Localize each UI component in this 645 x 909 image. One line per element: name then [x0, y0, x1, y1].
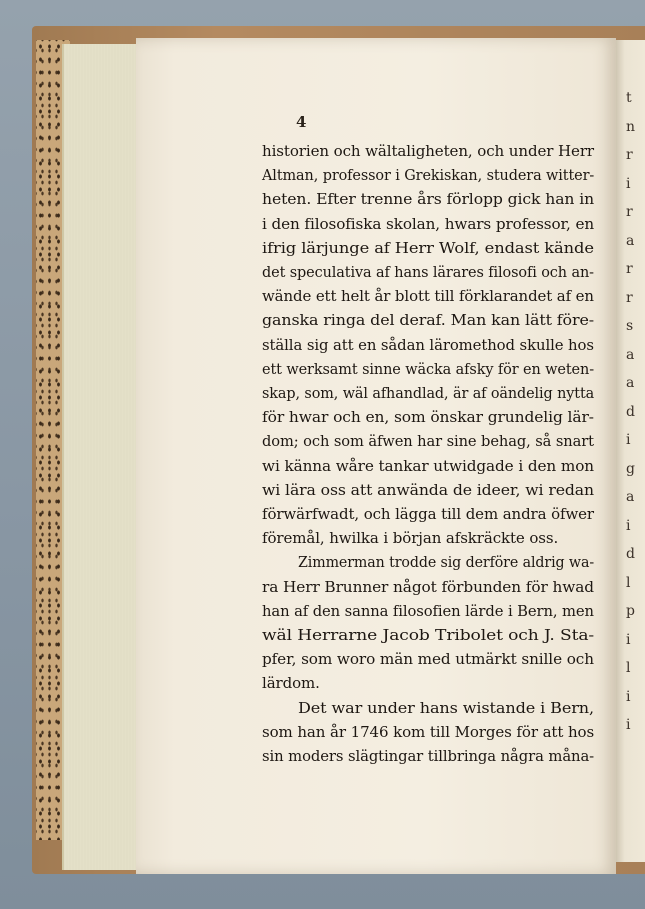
- text-line: för hwar och en, som önskar grundelig lär-: [262, 408, 594, 427]
- text-line: skap, som, wäl afhandlad, är af oändelig nytta: [262, 384, 595, 402]
- facing-glyph: l: [626, 574, 631, 591]
- facing-glyph: r: [626, 261, 633, 277]
- facing-glyph: i: [626, 432, 631, 448]
- text-line: ifrig lärjunge af Herr Wolf, endast kände: [262, 238, 594, 257]
- facing-glyph: l: [626, 660, 631, 676]
- facing-glyph: r: [626, 147, 633, 163]
- text-line: som han år 1746 kom till Morges för att hos: [262, 722, 595, 741]
- facing-glyph: a: [626, 375, 635, 391]
- text-line: det speculativa af hans lärares filosofi och an-: [262, 263, 594, 281]
- text-line: ställa sig att en sådan läromethod skulle hos: [262, 335, 594, 354]
- text-line: ganska ringa del deraf. Man kan lätt före-: [262, 311, 594, 330]
- text-line: föremål, hwilka i början afskräckte oss.: [262, 529, 559, 548]
- facing-glyph: d: [626, 546, 635, 562]
- facing-glyph: i: [626, 631, 631, 648]
- text-line: wi känna wåre tankar utwidgade i den mon: [262, 456, 595, 475]
- text-line: sin moders slägtingar tillbringa några måna-: [262, 747, 595, 765]
- facing-glyph: r: [626, 289, 633, 306]
- facing-glyph: g: [626, 460, 635, 477]
- text-line: dom; och som äfwen har sine behag, så snart: [262, 432, 594, 451]
- facing-glyph: i: [626, 688, 631, 705]
- facing-page-edge: [616, 40, 645, 862]
- facing-glyph: p: [626, 603, 635, 619]
- facing-glyph: s: [626, 318, 634, 334]
- facing-glyph: a: [626, 489, 635, 505]
- text-line: heten. Efter trenne års förlopp gick han in: [262, 190, 595, 209]
- facing-glyph: r: [626, 204, 633, 220]
- facing-glyph: a: [626, 232, 635, 249]
- text-line: Det war under hans wistande i Bern,: [298, 698, 595, 717]
- facing-glyph: n: [626, 118, 636, 135]
- page-stack-edge: [62, 44, 140, 870]
- text-line: Zimmerman trodde sig derföre aldrig wa-: [298, 553, 595, 572]
- text-line: wi lära oss att anwända de ideer, wi redan: [262, 480, 594, 499]
- facing-glyph: d: [626, 403, 635, 420]
- text-line: i den filosofiska skolan, hwars professor, en: [262, 214, 595, 233]
- facing-glyph: i: [626, 175, 631, 192]
- facing-glyph: a: [626, 346, 635, 363]
- facing-glyph: i: [626, 717, 631, 733]
- facing-glyph: t: [626, 90, 632, 106]
- facing-glyph: i: [626, 517, 631, 534]
- text-line: pfer, som woro män med utmärkt snille och: [262, 650, 594, 669]
- text-line: historien och wältaligheten, och under Herr: [262, 142, 595, 160]
- text-line: lärdom.: [262, 674, 320, 693]
- text-line: wäl Herrarne Jacob Tribolet och J. Sta-: [262, 626, 595, 644]
- text-line: ra Herr Brunner något förbunden för hwad: [262, 577, 594, 596]
- text-line: Altman, professor i Grekiskan, studera witter-: [262, 166, 595, 185]
- text-line: förwärfwadt, och lägga till dem andra öfwer: [262, 505, 594, 523]
- page-number: 4: [296, 113, 307, 131]
- text-line: wände ett helt år blott till förklarandet af en: [262, 287, 594, 306]
- text-line: ett werksamt sinne wäcka afsky för en weten-: [262, 359, 594, 378]
- text-line: han af den sanna filosofien lärde i Bern, men: [262, 601, 594, 620]
